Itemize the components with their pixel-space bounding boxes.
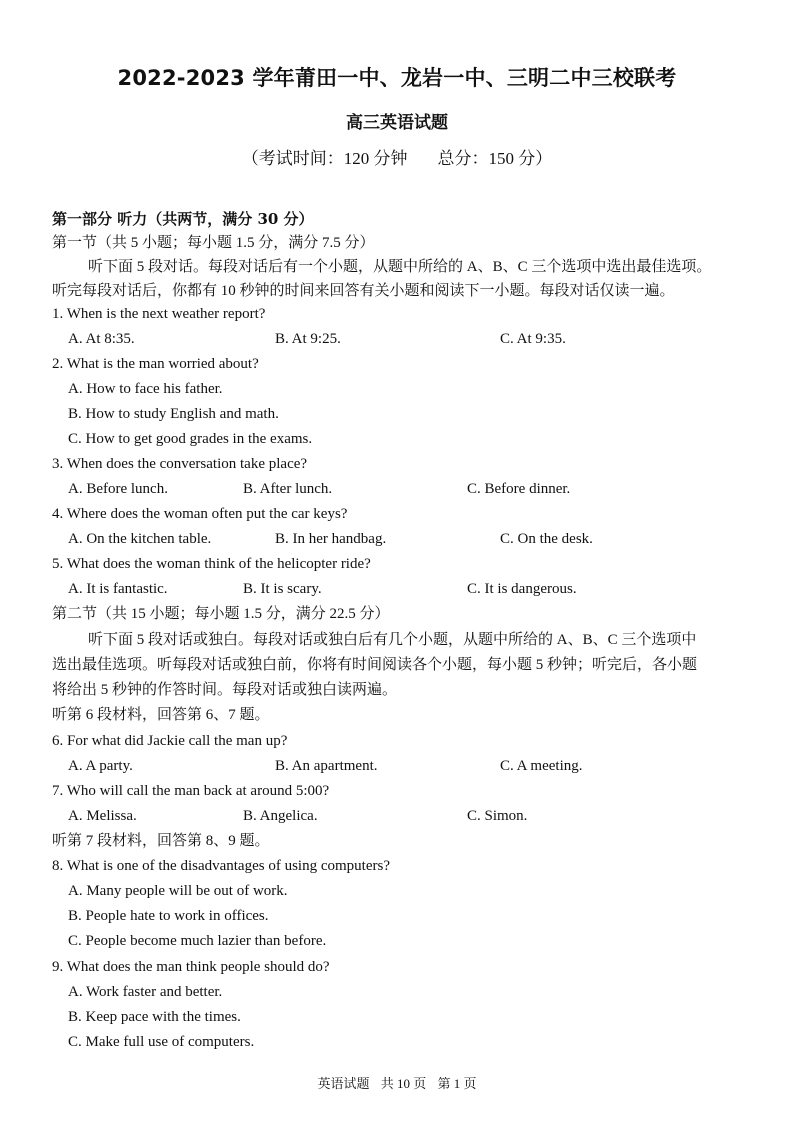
question-5-option-a: A. It is fantastic. bbox=[68, 581, 168, 597]
question-7-option-a: A. Melissa. bbox=[68, 808, 137, 824]
footer-page-number: 第 1 页 bbox=[437, 1076, 477, 1091]
section2-heading: 第二节（共 15 小题；每小题 1.5 分，满分 22.5 分） bbox=[52, 606, 390, 622]
question-6-stem: 6. For what did Jackie call the man up? bbox=[52, 733, 288, 749]
question-2-option-c: C. How to get good grades in the exams. bbox=[68, 431, 313, 447]
question-5-stem: 5. What does the woman think of the helicopter ride? bbox=[52, 556, 371, 572]
question-8-option-a: A. Many people will be out of work. bbox=[68, 883, 288, 899]
question-7-stem: 7. Who will call the man back at around 5:00? bbox=[52, 783, 330, 799]
exam-total-score: 总分：150 分） bbox=[437, 149, 553, 168]
question-4-option-a: A. On the kitchen table. bbox=[68, 531, 212, 547]
question-7-option-c: C. Simon. bbox=[467, 808, 528, 824]
question-9-option-b: B. Keep pace with the times. bbox=[68, 1009, 241, 1025]
question-9-option-c: C. Make full use of computers. bbox=[68, 1034, 255, 1050]
question-2-stem: 2. What is the man worried about? bbox=[52, 356, 259, 372]
question-3-option-c: C. Before dinner. bbox=[467, 481, 571, 497]
question-4-option-b: B. In her handbag. bbox=[275, 531, 387, 547]
material-7-instruction: 听第 7 段材料，回答第 8、9 题。 bbox=[52, 833, 270, 849]
question-4-option-c: C. On the desk. bbox=[500, 531, 593, 547]
exam-duration: （考试时间：120 分钟 bbox=[241, 149, 408, 168]
question-3-stem: 3. When does the conversation take place? bbox=[52, 456, 308, 472]
question-1-option-a: A. At 8:35. bbox=[68, 331, 135, 347]
question-5-option-b: B. It is scary. bbox=[243, 581, 322, 597]
question-9-stem: 9. What does the man think people should do? bbox=[52, 959, 330, 975]
question-2-option-b: B. How to study English and math. bbox=[68, 406, 279, 422]
question-6-option-c: C. A meeting. bbox=[500, 758, 583, 774]
section1-instruction-1: 听下面 5 段对话。每段对话后有一个小题，从题中所给的 A、B、C 三个选项中选出最佳选项。 bbox=[88, 259, 712, 275]
question-6-option-a: A. A party. bbox=[68, 758, 133, 774]
page-footer bbox=[0, 1073, 794, 1092]
question-2-option-a: A. How to face his father. bbox=[68, 381, 223, 397]
question-7-option-b: B. Angelica. bbox=[243, 808, 318, 824]
question-8-stem: 8. What is one of the disadvantages of using computers? bbox=[52, 858, 390, 874]
section2-instruction-1: 听下面 5 段对话或独白。每段对话或独白后有几个小题，从题中所给的 A、B、C 三个选项中 bbox=[88, 632, 697, 648]
part1-heading: 第一部分 听力（共两节，满分 30 分） bbox=[52, 210, 314, 228]
question-9-option-a: A. Work faster and better. bbox=[68, 984, 223, 1000]
material-6-instruction: 听第 6 段材料，回答第 6、7 题。 bbox=[52, 707, 270, 723]
question-1-option-b: B. At 9:25. bbox=[275, 331, 341, 347]
question-3-option-b: B. After lunch. bbox=[243, 481, 333, 497]
question-8-option-b: B. People hate to work in offices. bbox=[68, 908, 269, 924]
section1-heading: 第一节（共 5 小题；每小题 1.5 分，满分 7.5 分） bbox=[52, 235, 375, 251]
question-4-stem: 4. Where does the woman often put the car keys? bbox=[52, 506, 348, 522]
question-1-stem: 1. When is the next weather report? bbox=[52, 306, 266, 322]
section2-instruction-2: 选出最佳选项。听每段对话或独白前，你将有时间阅读各个小题，每小题 5 秒钟；听完后，各小题 bbox=[52, 657, 698, 673]
footer-subject: 英语试题 bbox=[317, 1076, 370, 1091]
exam-time-info bbox=[0, 144, 794, 169]
question-8-option-c: C. People become much lazier than before. bbox=[68, 933, 327, 949]
section1-instruction-2: 听完每段对话后，你都有 10 秒钟的时间来回答有关小题和阅读下一小题。每段对话仅读一遍。 bbox=[52, 283, 675, 299]
exam-title: 2022-2023 学年莆田一中、龙岩一中、三明二中三校联考 bbox=[117, 66, 677, 90]
question-1-option-c: C. At 9:35. bbox=[500, 331, 566, 347]
exam-subtitle: 高三英语试题 bbox=[346, 113, 448, 133]
question-5-option-c: C. It is dangerous. bbox=[467, 581, 577, 597]
question-3-option-a: A. Before lunch. bbox=[68, 481, 168, 497]
question-6-option-b: B. An apartment. bbox=[275, 758, 378, 774]
footer-total-pages: 共 10 页 bbox=[380, 1076, 427, 1091]
section2-instruction-3: 将给出 5 秒钟的作答时间。每段对话或独白读两遍。 bbox=[52, 682, 398, 698]
